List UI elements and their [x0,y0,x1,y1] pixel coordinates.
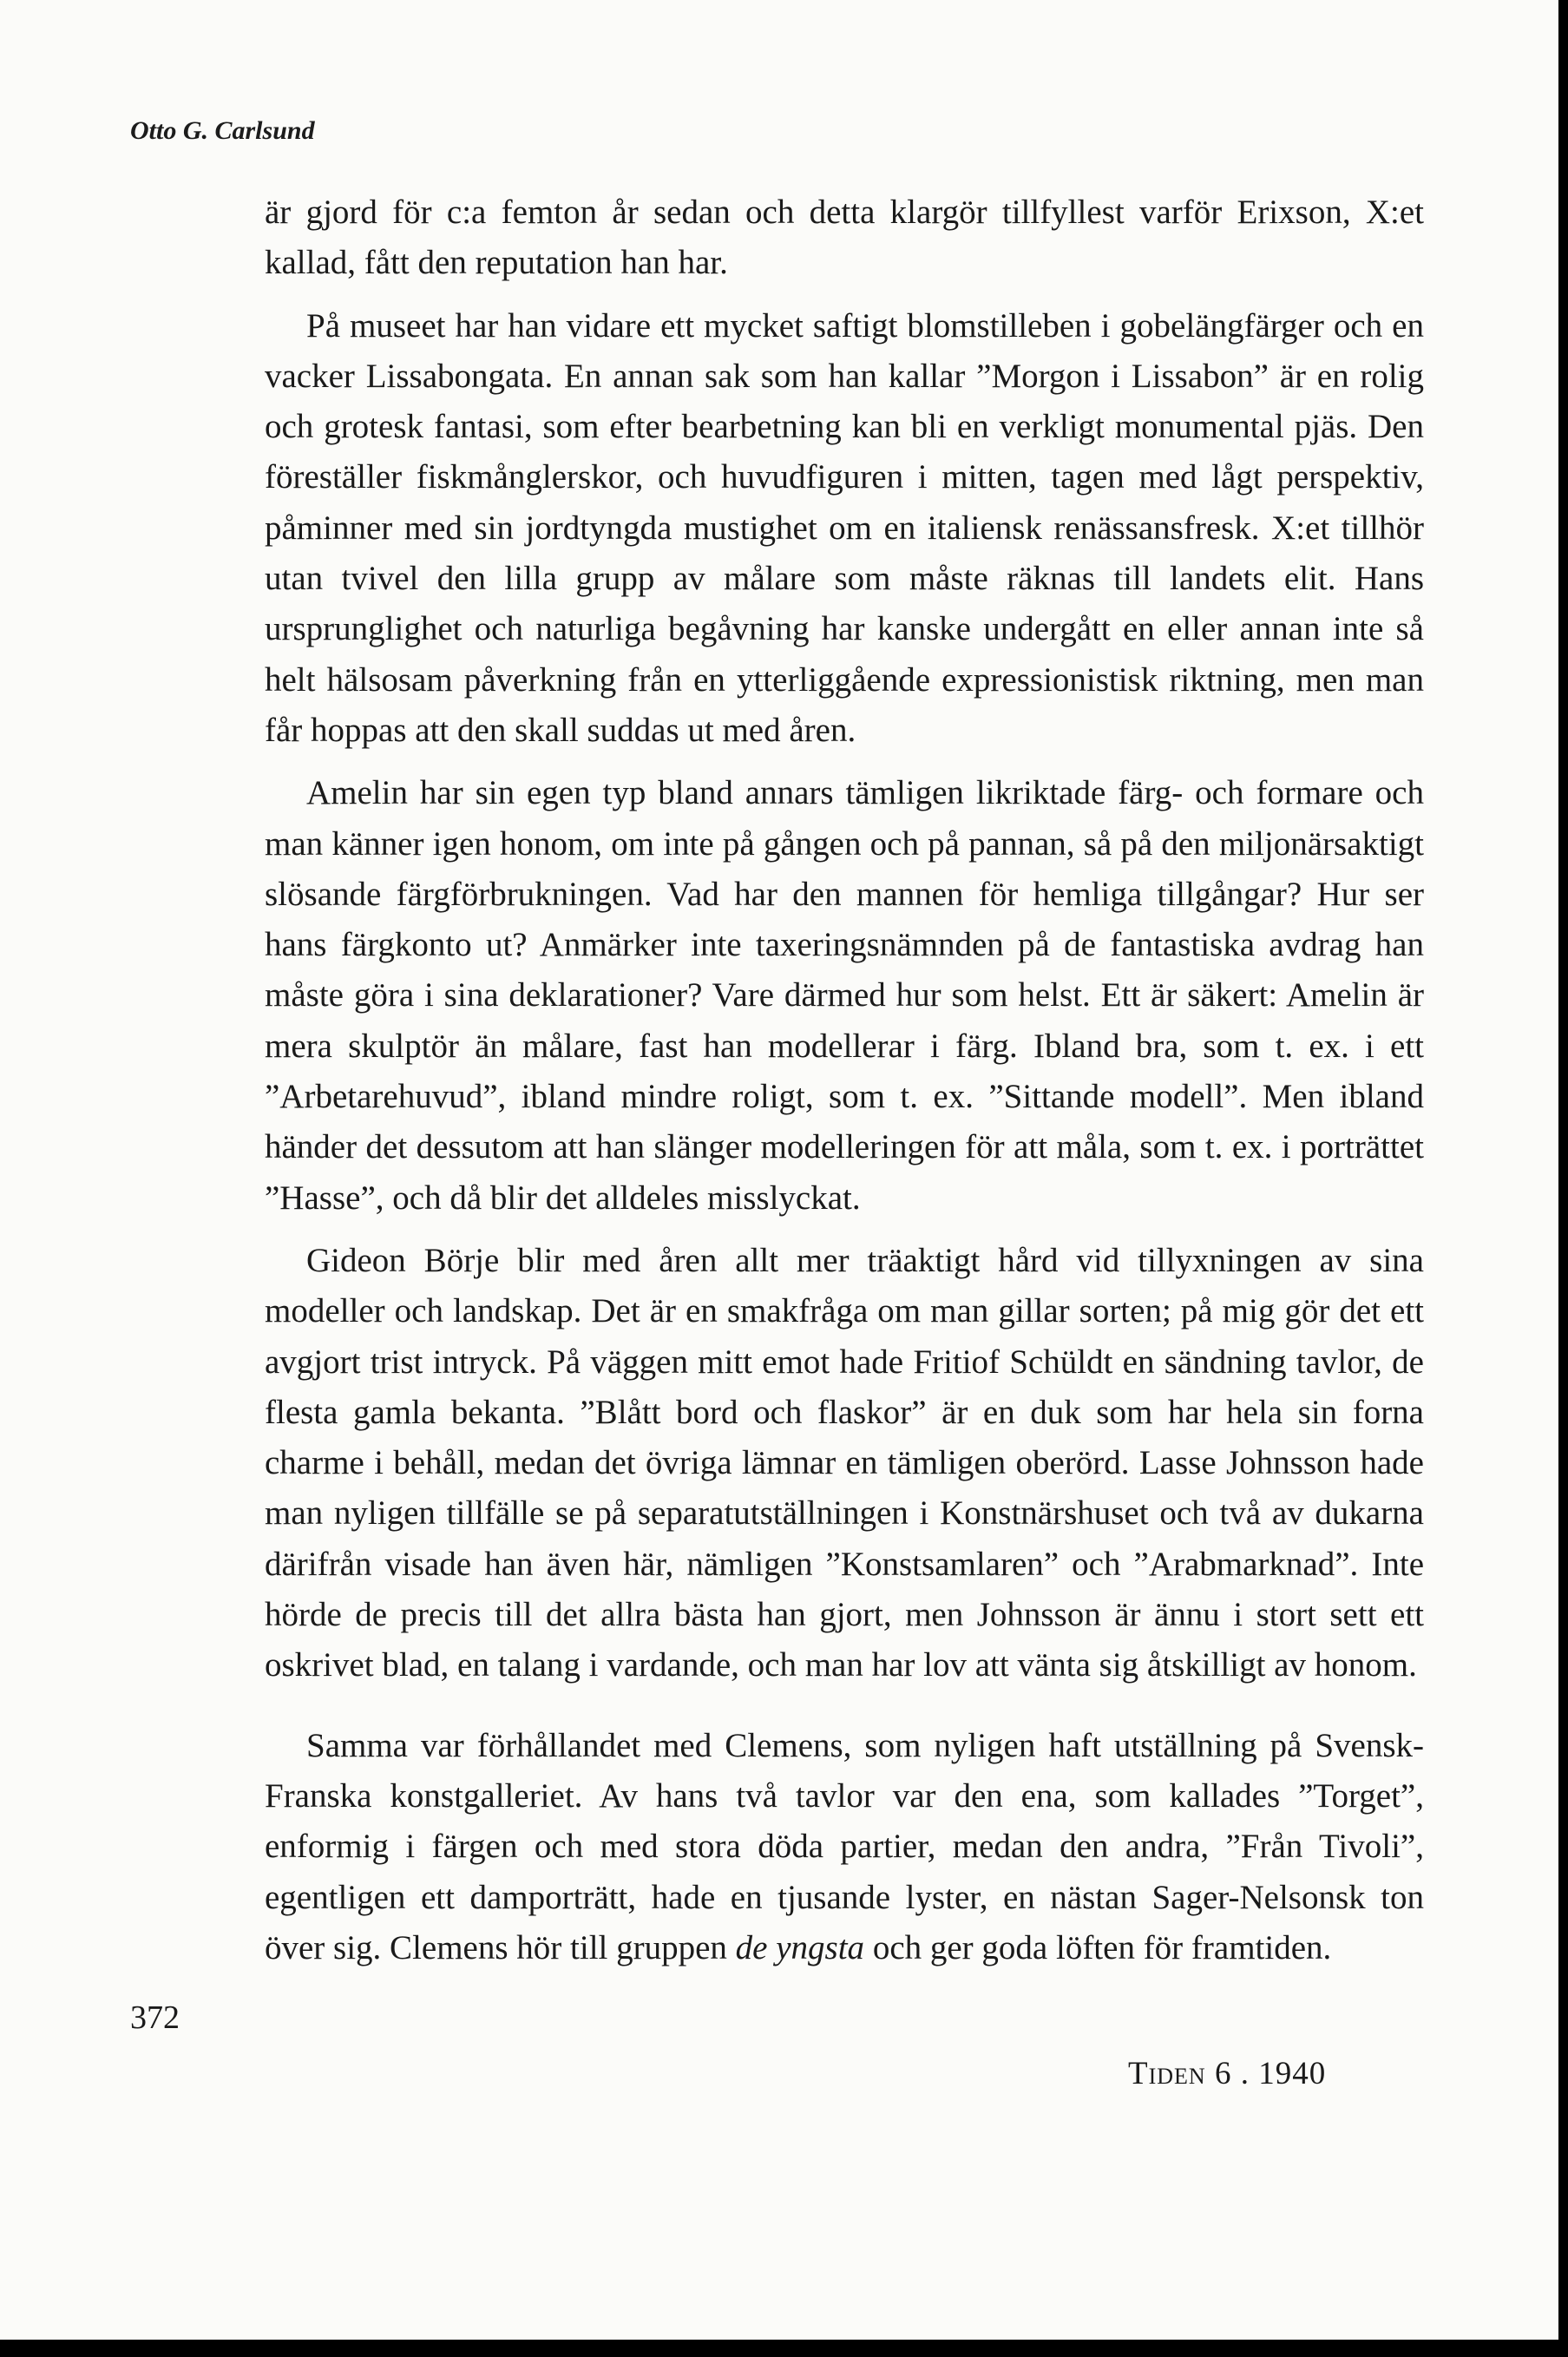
paragraph-text: är gjord för c:a femton år sedan och detta klargör tillfyllest varför Erixson, X:et kallad, fått den reputation han har. [265,194,1424,282]
journal-name: Tiden [1128,2056,1206,2091]
journal-footer [1128,2055,1326,2092]
journal-issue: 6 [1214,2056,1232,2091]
paragraph-text: och ger goda löften för framtiden. [864,1928,1332,1966]
paragraph [265,1721,1424,1973]
paragraph [265,768,1424,1224]
running-head-author: Otto G. Carlsund [130,116,315,145]
paragraph [265,187,1424,289]
paragraph-text: Amelin har sin egen typ bland annars tämligen likriktade färg- och formare och man känner igen honom, om inte på gången och på pannan, så på den miljonärsaktigt slösande färgförbrukningen. Vad har den mannen för hemliga tillgångar? Hur ser hans färgkonto ut? Anmärker inte taxeringsnämnden på de fantastiska avdrag han måste göra i sina deklarationer? Vare därmed hur som helst. Ett är säkert: Amelin är mera skulptör än målare, fast han modellerar i färg. Ibland bra, som t. ex. i ett ”Arbetarehuvud”, ibland mindre roligt, som t. ex. ”Sittande modell”. Men ibland händer det dessutom att han slänger modelleringen för att måla, som t. ex. i porträttet ”Hasse”, och då blir det alldeles misslyckat. [265,774,1424,1217]
page-number: 372 [130,1999,180,2036]
paragraph-text: Samma var förhållandet med Clemens, som nyligen haft utställning på Svensk-Franska konstgalleriet. Av hans två tavlor var den ena, som kallades ”Torget”, enformig i färgen och med stora döda partier, medan den andra, ”Från Tivoli”, egentligen ett damporträtt, hade en tjusande lyster, en nästan Sager-Nelsonsk ton över sig. Clemens hör till gruppen [265,1726,1424,1966]
article-body [265,187,1424,1986]
journal-year: 1940 [1258,2056,1327,2091]
paragraph-text: På museet har han vidare ett mycket saftigt blomstilleben i gobelängfärger och en vacker Lissabongata. En annan sak som han kallar ”Morgon i Lissabon” är en rolig och grotesk fantasi, som efter bearbetning kan bli en verkligt monumental pjäs. Den föreställer fiskmånglerskor, och huvudfiguren i mitten, tagen med lågt perspektiv, påminner med sin jordtyngda mustighet om en italiensk renässansfresk. X:et tillhör utan tvivel den lilla grupp av målare som måste räknas till landets elit. Hans ursprunglighet och naturliga begåvning har kanske undergått en eller annan inte så helt hälsosam påverkning från en ytterliggående expressionistisk riktning, men man får hoppas att den skall suddas ut med åren. [265,306,1424,749]
paragraph [265,301,1424,757]
paragraph-text: Gideon Börje blir med åren allt mer träaktigt hård vid tillyxningen av sina modeller och landskap. Det är en smakfråga om man gillar sorten; på mig gör det ett avgjort trist intryck. På väggen mitt emot hade Fritiof Schüldt en sändning tavlor, de flesta gamla bekanta. ”Blått bord och flaskor” är en duk som har hela sin forna charme i behåll, medan det övriga lämnar en tämligen oberörd. Lasse Johnsson hade man nyligen tillfälle se på separatutställningen i Konstnärshuset och två av dukarna därifrån visade han även här, nämligen ”Konstsamlaren” och ”Arabmarknad”. Inte hörde de precis till det allra bästa han gjort, men Johnsson är ännu i stort sett ett oskrivet blad, en talang i vardande, och man har lov att vänta sig åtskilligt av honom. [265,1241,1424,1684]
journal-separator: . [1240,2056,1250,2091]
paragraph [265,1236,1424,1691]
emphasis-text: de yngsta [735,1928,865,1966]
